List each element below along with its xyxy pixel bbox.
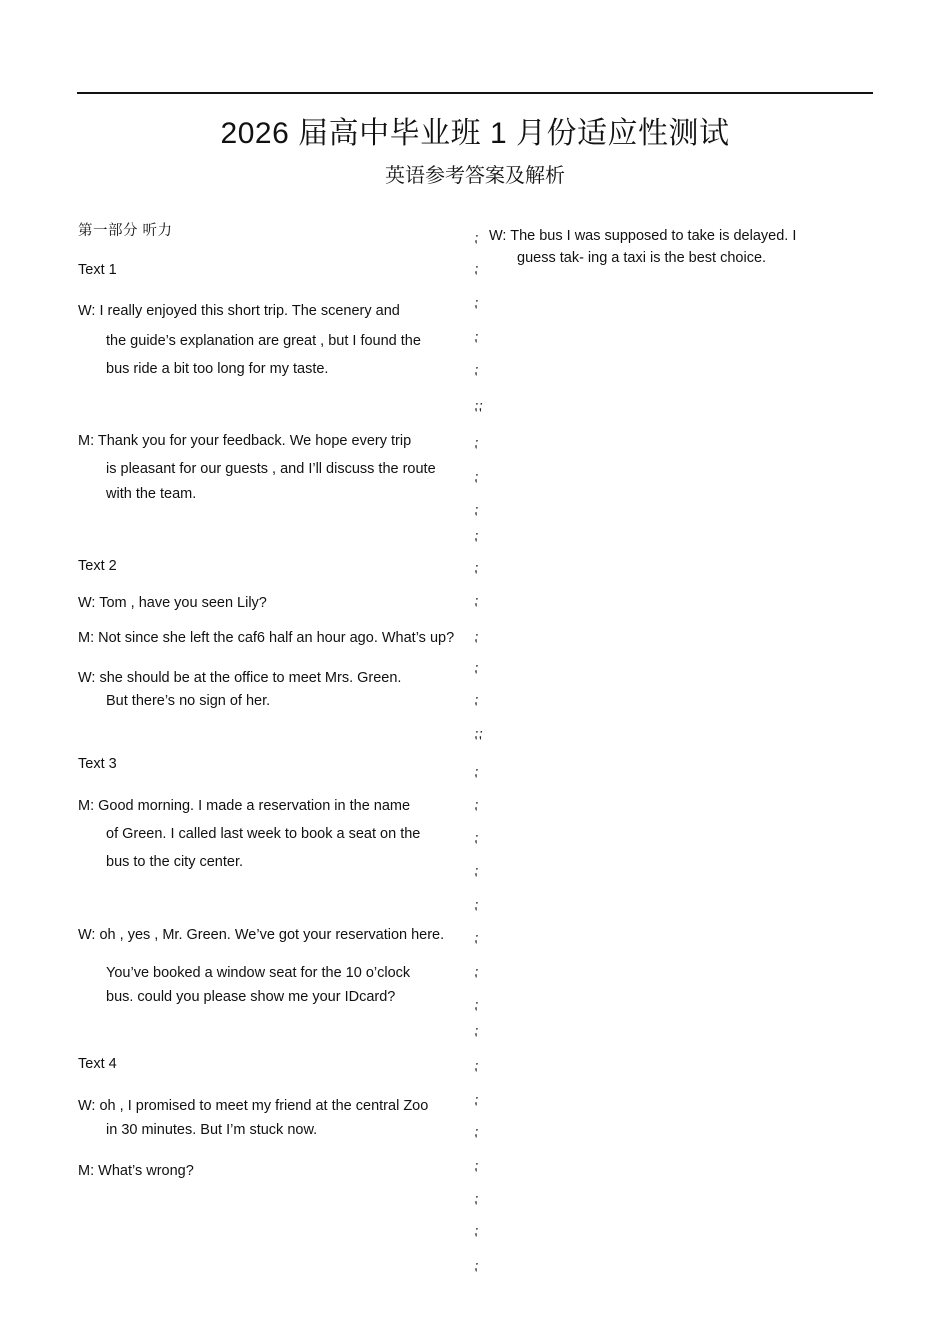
text-line: the guide’s explanation are great , but I found the (106, 333, 421, 349)
page-title: 2026 届高中毕业班 1 月份适应性测试 (220, 117, 730, 150)
text-line: But there’s no sign of her. (106, 693, 271, 709)
divider-mark: ⁏ (474, 1093, 479, 1108)
text4-label: Text 4 (78, 1056, 117, 1072)
text-line: bus to the city center. (106, 854, 244, 870)
divider-mark: ⁏ (474, 931, 479, 946)
divider-mark: ⁏ (474, 1259, 479, 1274)
divider-mark: ⁏ (474, 831, 479, 846)
divider-mark: ⁏ (474, 330, 479, 345)
divider-mark: ⁏ (474, 1024, 479, 1039)
page-subtitle: 英语参考答案及解析 (385, 165, 565, 187)
divider-mark: ⁏⁏ (474, 727, 483, 742)
text-line: of Green. I called last week to book a seat on the (106, 826, 421, 842)
divider-mark: ⁏ (474, 798, 479, 813)
text2-label: Text 2 (78, 558, 117, 574)
text-line: bus. could you please show me your IDcard? (106, 989, 396, 1005)
divider-mark: ⁏ (474, 503, 479, 518)
divider-mark: ⁏ (474, 693, 479, 708)
divider-mark: ⁏ (474, 1159, 479, 1174)
text-line: W: The bus I was supposed to take is delayed. I (489, 228, 797, 244)
divider-mark: ⁏ (474, 1059, 479, 1074)
text-line: in 30 minutes. But I’m stuck now. (106, 1122, 318, 1138)
divider-mark: ⁏ (474, 765, 479, 780)
divider-mark: ⁏ (474, 529, 479, 544)
text-line: W: oh , yes , Mr. Green. We’ve got your reservation here. (78, 927, 445, 943)
text-line: M: What’s wrong? (78, 1163, 194, 1179)
text-line: bus ride a bit too long for my taste. (106, 361, 329, 377)
divider-mark: ⁏ (474, 864, 479, 879)
divider-mark: ⁏ (474, 470, 479, 485)
divider-mark: ⁏ (474, 998, 479, 1013)
divider-mark: ⁏ (474, 1192, 479, 1207)
divider-mark: ⁏ (474, 630, 479, 645)
divider-mark: ⁏ (474, 436, 479, 451)
text-line: with the team. (106, 486, 197, 502)
section-heading: 第一部分 听力 (78, 223, 173, 239)
text-line: W: oh , I promised to meet my friend at the central Zoo (78, 1098, 429, 1114)
divider-mark: ⁏ (474, 262, 479, 277)
divider-mark: ⁏ (474, 1125, 479, 1140)
text-line: guess tak- ing a taxi is the best choice. (517, 250, 767, 266)
text-line: W: I really enjoyed this short trip. The scenery and (78, 303, 400, 319)
divider-mark: ⁏ (474, 561, 479, 576)
top-rule (77, 92, 873, 94)
divider-mark: ⁏ (474, 661, 479, 676)
divider-mark: ⁏ (474, 965, 479, 980)
divider-mark: ⁏⁏ (474, 399, 483, 414)
text-line: M: Thank you for your feedback. We hope every trip (78, 433, 412, 449)
text-line: W: she should be at the office to meet Mrs. Green. (78, 670, 402, 686)
text3-label: Text 3 (78, 756, 117, 772)
text-line: M: Good morning. I made a reservation in the name (78, 798, 411, 814)
text-line: You’ve booked a window seat for the 10 o’clock (106, 965, 411, 981)
divider-mark: ⁏ (474, 363, 479, 378)
divider-mark: ⁏ (474, 231, 479, 246)
text-line: W: Tom , have you seen Lily? (78, 595, 267, 611)
text-line: M: Not since she left the caf6 half an hour ago. What’s up? (78, 630, 455, 646)
text1-label: Text 1 (78, 262, 117, 278)
divider-mark: ⁏ (474, 296, 479, 311)
divider-mark: ⁏ (474, 898, 479, 913)
divider-mark: ⁏ (474, 594, 479, 609)
text-line: is pleasant for our guests , and I’ll discuss the route (106, 461, 436, 477)
divider-mark: ⁏ (474, 1224, 479, 1239)
